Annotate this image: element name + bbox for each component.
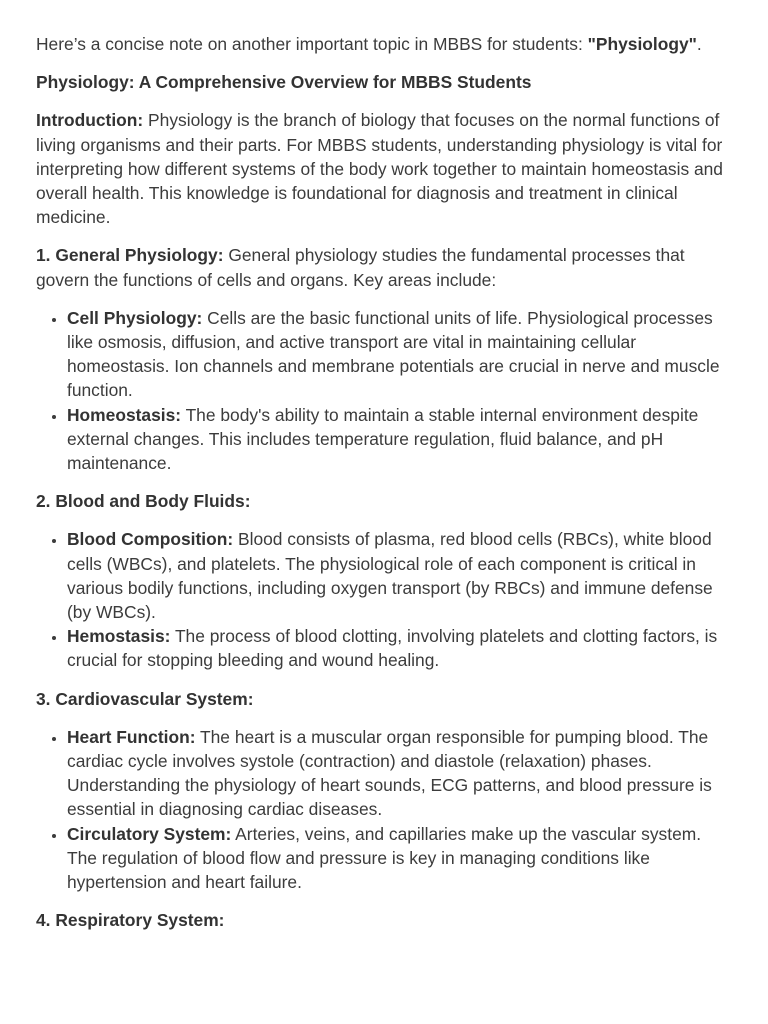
section-heading: 4. Respiratory System: [36,910,225,931]
list-item-text: Arteries, veins, and capillaries make up the vascular system. The regulation of blood flow and pressure is key in managing conditions like hypertension and heart failure. [67,823,702,893]
list-item-label: Blood Composition: [67,529,234,550]
list-item [67,527,732,624]
section-general-physiology-list [36,306,732,475]
section-cardiovascular-system-list [36,725,732,894]
list-item [67,725,732,822]
section-heading: 2. Blood and Body Fluids: [36,491,251,512]
list-item [67,624,732,672]
section-cardiovascular-system [36,687,732,711]
list-item-text: The body's ability to maintain a stable internal environment despite external changes. This includes temperature regulation, fluid balance, and pH maintenance. [67,404,699,474]
intro-line-end: . [696,34,702,54]
list-item-label: Heart Function: [67,726,196,747]
document-title: Physiology: A Comprehensive Overview for MBBS Students [36,72,532,93]
section-general-physiology [36,243,732,291]
intro-line-text: Here’s a concise note on another important topic in MBBS for students: [36,34,588,54]
introduction-paragraph [36,108,732,229]
introduction-label: Introduction: [36,110,144,131]
section-heading: 3. Cardiovascular System: [36,688,254,709]
intro-line [36,32,732,56]
list-item-label: Circulatory System: [67,823,232,844]
section-text: General physiology studies the fundamental processes that govern the functions of cells and organs. Key areas include: [36,245,685,290]
list-item-text: The process of blood clotting, involving platelets and clotting factors, is crucial for stopping bleeding and wound healing. [67,626,718,671]
list-item [67,822,732,895]
section-respiratory-system [36,908,732,932]
list-item-label: Homeostasis: [67,404,182,425]
list-item-text: Blood consists of plasma, red blood cells (RBCs), white blood cells (WBCs), and platelets. The physiological role of each component is critical in various bodily functions, including oxygen transport (by RBCs) and immune defense (by WBCs). [67,529,713,623]
section-blood-body-fluids [36,489,732,513]
list-item-text: The heart is a muscular organ responsible for pumping blood. The cardiac cycle involves systole (contraction) and diastole (relaxation) phases. Understanding the physiology of heart sounds, ECG patterns, and blood pressure is essential in diagnosing cardiac diseases. [67,726,712,820]
list-item [67,306,732,403]
list-item-label: Hemostasis: [67,626,171,647]
section-blood-body-fluids-list [36,527,732,672]
list-item-text: Cells are the basic functional units of life. Physiological processes like osmosis, diffusion, and active transport are vital in maintaining cellular homeostasis. Ion channels and membrane potentials are crucial in nerve and muscle function. [67,307,720,401]
list-item [67,403,732,476]
section-heading: 1. General Physiology: [36,245,224,266]
list-item-label: Cell Physiology: [67,307,203,328]
introduction-text: Physiology is the branch of biology that focuses on the normal functions of living organisms and their parts. For MBBS students, understanding physiology is vital for interpreting how different systems of the body work together to maintain homeostasis and overall health. This knowledge is foundational for diagnosis and treatment in clinical medicine. [36,110,723,228]
intro-topic: "Physiology" [587,34,697,54]
